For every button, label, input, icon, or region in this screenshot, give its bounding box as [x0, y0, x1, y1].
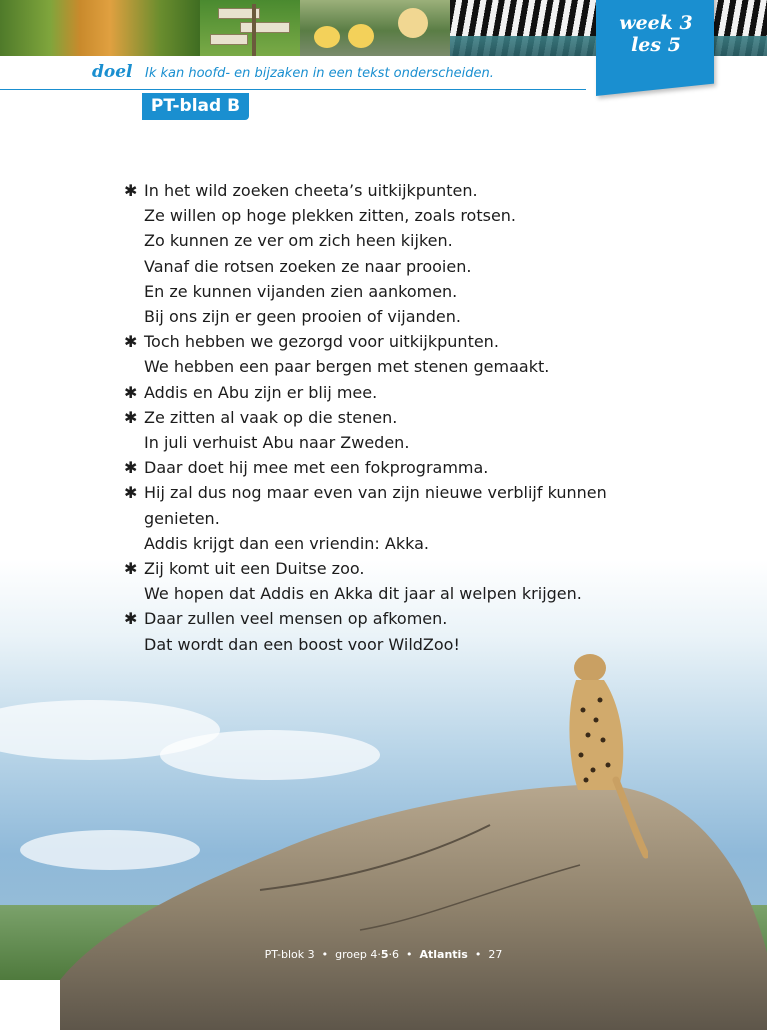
main-point-star-icon: ✱ [124, 559, 138, 579]
text-line [124, 405, 644, 430]
duck [398, 8, 428, 38]
sign-board [240, 22, 290, 33]
week-lesson-label [600, 12, 712, 56]
duckling [348, 24, 374, 48]
sign-post [252, 4, 256, 56]
text-line [124, 581, 644, 606]
text-line [124, 354, 644, 379]
footer-block: PT-blok 3 [264, 948, 315, 961]
text-line-content: genieten. [144, 508, 220, 528]
text-line [124, 228, 644, 253]
text-line [124, 506, 644, 531]
text-line [124, 380, 644, 405]
text-line [124, 430, 644, 455]
text-line-content: Zo kunnen ze ver om zich heen kijken. [144, 231, 453, 251]
text-line [124, 556, 644, 581]
text-line [124, 606, 644, 631]
text-line-content: In het wild zoeken cheeta’s uitkijkpunten. [144, 181, 478, 200]
text-line-content: Bij ons zijn er geen prooien of vijanden. [144, 307, 461, 327]
main-point-star-icon: ✱ [124, 609, 138, 629]
footer-group-highlight: 5 [380, 948, 389, 961]
ducklings-photo [300, 0, 450, 56]
text-line [124, 178, 644, 203]
text-line-content: Addis en Abu zijn er blij mee. [144, 382, 378, 402]
text-line-content: Daar doet hij mee met een fokprogramma. [144, 458, 489, 478]
text-line-content: Daar zullen veel mensen op afkomen. [144, 609, 448, 629]
sheet-badge: PT-blad B [142, 93, 249, 120]
text-line [124, 480, 644, 505]
footer-group-end: 6 [392, 948, 399, 961]
page-footer: PT-blok 3 • groep 4·5·6 • Atlantis • 27 [264, 948, 503, 961]
text-line-content: We hebben een paar bergen met stenen gemaakt. [144, 357, 550, 377]
text-line [124, 329, 644, 354]
text-line [124, 632, 644, 657]
text-line [124, 203, 644, 228]
cheetah [548, 640, 648, 860]
main-point-star-icon: ✱ [124, 181, 138, 200]
main-point-star-icon: ✱ [124, 458, 138, 478]
text-line-content: Dat wordt dan een boost voor WildZoo! [144, 634, 460, 654]
header-rule [0, 89, 586, 90]
text-line-content: Zij komt uit een Duitse zoo. [144, 559, 365, 579]
lesson-label: les 5 [631, 34, 681, 56]
text-line [124, 254, 644, 279]
main-point-star-icon: ✱ [124, 483, 138, 503]
main-point-star-icon: ✱ [124, 332, 138, 352]
reading-text [124, 178, 644, 657]
text-line-content: Addis krijgt dan een vriendin: Akka. [144, 533, 429, 553]
week-label: week 3 [619, 12, 693, 34]
text-line-content: Hij zal dus nog maar even van zijn nieuwe verblijf kunnen [144, 483, 607, 503]
footer-brand: Atlantis [419, 948, 468, 961]
text-line-content: Ze willen op hoge plekken zitten, zoals rotsen. [144, 206, 517, 226]
text-line-content: Ze zitten al vaak op die stenen. [144, 407, 398, 427]
rock-outcrop [60, 770, 767, 1030]
text-line-content: Vanaf die rotsen zoeken ze naar prooien. [144, 256, 472, 276]
text-line [124, 304, 644, 329]
main-point-star-icon: ✱ [124, 382, 138, 402]
text-line [124, 279, 644, 304]
text-line-content: In juli verhuist Abu naar Zweden. [144, 433, 410, 453]
text-line-content: Toch hebben we gezorgd voor uitkijkpunten. [144, 332, 499, 352]
tiger-photo [0, 0, 200, 56]
text-line [124, 455, 644, 480]
page-number: 27 [488, 948, 503, 961]
footer-group: groep 4 [335, 948, 378, 961]
goal-label: doel [92, 62, 133, 82]
goal-text: Ik kan hoofd- en bijzaken in een tekst onderscheiden. [145, 66, 494, 81]
duckling [314, 26, 340, 48]
text-line-content: En ze kunnen vijanden zien aankomen. [144, 281, 458, 301]
main-point-star-icon: ✱ [124, 407, 138, 427]
text-line [124, 531, 644, 556]
sign-board [210, 34, 248, 45]
signpost-photo [200, 0, 300, 56]
text-line-content: We hopen dat Addis en Akka dit jaar al welpen krijgen. [144, 584, 582, 604]
